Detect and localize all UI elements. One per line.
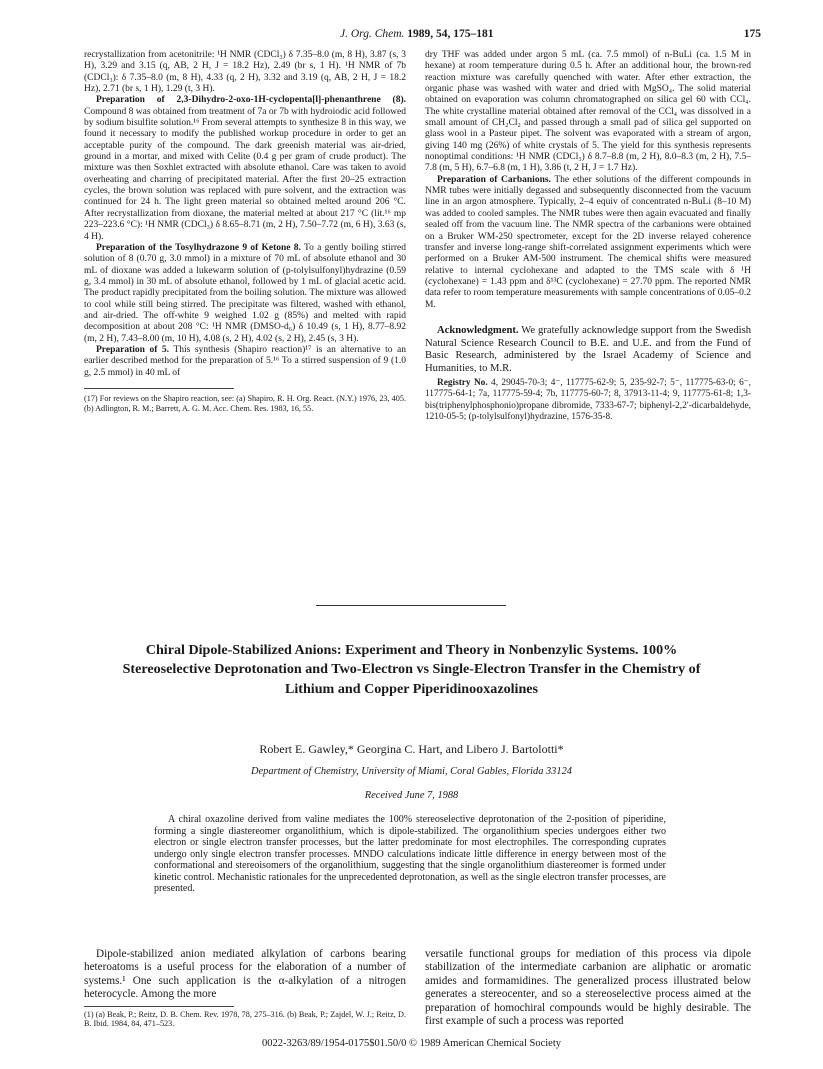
introduction-left-column bbox=[84, 948, 406, 1029]
article-title: Chiral Dipole-Stabilized Anions: Experiment and Theory in Nonbenzylic Systems. 100% Stereoselective Deprotonation and Two-Electron vs Single-Electron Transfer in the Chemistry of Lithium and Copper Piperidinooxazolines bbox=[122, 642, 701, 697]
received-date: Received June 7, 1988 bbox=[364, 790, 459, 801]
preparation-8-heading: Preparation of 2,3-Dihydro-2-oxo-1H-cyclopenta[l]-phenanthrene (8). bbox=[96, 95, 406, 106]
preparation-8-paragraph: Preparation of 2,3-Dihydro-2-oxo-1H-cyclopenta[l]-phenanthrene (8). Compound 8 was obtained from treatment of 7a or 7b with hydroiodic acid followed by sodium bisulfite solution.¹⁶ From several attempts to synthesize 8 in this way, we found it necessary to modify the published workup procedure in order to get an acceptable purity of the compound. The dark greenish material was air-dried, ground in a mortar, and mixed with Celite (0.4 g per gram of crude product). The mixture was then Soxhlet extracted with absolute ethanol. Care was taken to avoid overheating and charring of precipitated material. After the first 20–25 extraction cycles, the brown solution was replaced with pure solvent, and the extraction was continued for 24 h. The light green material so obtained melted around 206 °C. After recrystallization from dioxane, the material melted at about 217 °C (lit.¹⁶ mp 223–223.6 °C): ¹H NMR (CDCl₃) δ 8.65–8.71 (m, 2 H), 7.50–7.72 (m, 6 H), 3.63 (s, 4 H). bbox=[84, 95, 406, 242]
article-affiliation: Department of Chemistry, University of Miami, Coral Gables, Florida 33124 bbox=[251, 766, 572, 777]
running-head bbox=[340, 28, 761, 44]
copyright-footer: 0022-3263/89/1954-0175$01.50/0 © 1989 American Chemical Society bbox=[261, 1038, 562, 1049]
acknowledgment-heading: Acknowledgment. bbox=[437, 324, 519, 336]
experimental-left-column bbox=[84, 50, 406, 413]
carbanions-paragraph: Preparation of Carbanions. The ether solutions of the different compounds in NMR tubes were initially degassed and subsequently disconnected from the vacuum line in an argon atmosphere. Typically, 2–4 equiv of concentrated n-BuLi (8–10 M) was added to cooled samples. The NMR tubes were then again evacuated and finally sealed off from the vacuum line. The NMR spectra of the carbanions were obtained on a Bruker WM-250 spectrometer, except for the 2D inverse relayed coherence transfer and inverse long-range shift-correlated assignment experiments which were performed on a Bruker AM-500 instrument. The chemical shifts were measured relative to internal cyclohexane and adapted to the TMS scale with δ ¹H (cyclohexane) = 1.43 ppm and δ¹³C (cyclohexane) = 27.70 ppm. The reported NMR data refer to room temperature measurements with sample concentrations of 0.05–0.2 M. bbox=[425, 174, 751, 310]
footnote-1: (1) (a) Beak, P.; Reitz, D. B. Chem. Rev. 1978, 78, 275–316. (b) Beak, P.; Zajdel, W. J.; Reitz, D. B. Ibid. 1984, 84, 471–523. bbox=[84, 1009, 406, 1029]
acknowledgment-paragraph: Acknowledgment. We gratefully acknowledge support from the Swedish Natural Science Research Council to B.E. and U.E. and from the Fund of Basic Research, administered by the Israel Academy of Science and Humanities, to M.R. bbox=[425, 324, 751, 374]
carbanions-heading: Preparation of Carbanions. bbox=[437, 174, 551, 185]
introduction-continued: versatile functional groups for mediation of this process via dipole stabilization of the intermediate carbanion are aliphatic or aromatic amides and formamidines. The generalized process illustrated below generates a stereocenter, and so a stereoselective process aimed at the preparation of homochiral compounds would be highly desirable. The first example of such a process was reported bbox=[425, 948, 751, 1028]
article-authors: Robert E. Gawley,* Georgina C. Hart, and Libero J. Bartolotti* bbox=[259, 742, 564, 756]
article-separator bbox=[316, 605, 506, 606]
preparation-9-heading: Preparation of the Tosylhydrazone 9 of Ketone 8. bbox=[96, 242, 301, 253]
experimental-right-column bbox=[425, 50, 751, 423]
footnote-divider bbox=[84, 388, 234, 389]
preparation-5-paragraph: Preparation of 5. This synthesis (Shapiro reaction)¹⁷ is an alternative to an earlier described method for the preparation of 5.¹⁶ To a stirred suspension of 9 (1.0 g, 2.5 mmol) in 40 mL of bbox=[84, 344, 406, 378]
page-number: 175 bbox=[743, 28, 761, 40]
abstract: A chiral oxazoline derived from valine mediates the 100% stereoselective deprotonation of the 2-position of piperidine, forming a single diastereomer organolithium, which is dipole-stabilized. The organolithium species undergoes either two electron or single electron transfer processes, but the latter predominate for most electrophiles. The corresponding cuprates undergo only single electron transfer processes. MNDO calculations indicate little difference in energy between most of the conformational and stereoisomers of the organolithium, suggesting that the single organolithium diastereomer is formed under kinetic control. Mechanistic rationales for the unprecedented deprotonation, as well as the single electron transfer processes, are presented. bbox=[154, 814, 666, 894]
footnote-divider bbox=[84, 1006, 234, 1007]
running-head-journal: J. Org. Chem. 1989, 54, 175–181 bbox=[340, 28, 494, 40]
registry-heading: Registry No. bbox=[437, 378, 488, 389]
preparation-5-heading: Preparation of 5. bbox=[96, 344, 170, 355]
introduction-paragraph: Dipole-stabilized anion mediated alkylation of carbons bearing heteroatoms is a useful process for the elaboration of a number of systems.¹ One such application is the α-alkylation of a nitrogen heterocycle. Among the more bbox=[84, 948, 406, 1001]
preparation-5-continued: dry THF was added under argon 5 mL (ca. 7.5 mmol) of n-BuLi (ca. 1.5 M in hexane) at room temperature during 0.5 h. After an additional hour, the brown-red reaction mixture was carefully quenched with water. After ether extraction, the organic phase was washed with water and dried with MgSO₄. The solid material obtained on evaporation was column chromatographed on silica gel 60 with CCl₄. The white crystalline material obtained after removal of the CCl₄ was dissolved in a small amount of CH₂Cl₂ and passed through a small pad of silica gel supported on glass wool in a Pasteur pipet. The solvent was evaporated with a stream of argon, giving 140 mg (26%) of white crystals of 5. The yield for this synthesis represents nonoptimal conditions: ¹H NMR (CDCl₃) δ 8.7–8.8 (m, 2 H), 8.0–8.3 (m, 2 H), 7.5–7.8 (m, 5 H), 6.7–6.8 (m, 1 H), 3.86 (t, 2 H, J = 1.7 Hz). bbox=[425, 50, 751, 174]
preparation-9-paragraph: Preparation of the Tosylhydrazone 9 of Ketone 8. To a gently boiling stirred solution of 8 (0.70 g, 3.0 mmol) in a mixture of 70 mL of absolute ethanol and 30 mL of dioxane was added a lukewarm solution of (p-tolylsulfonyl)hydrazine (0.59 g, 3.4 mmol) in 30 mL of absolute ethanol, followed by 1 mL of glacial acetic acid. The product rapidly precipitated from the boiling solution. The mixture was allowed to cool while still being stirred. The precipitate was filtered, washed with ethanol, and air-dried. The off-white 9 weighed 1.02 g (85%) and melted with rapid decomposition at about 208 °C: ¹H NMR (DMSO-d₆) δ 10.49 (s, 1 H), 8.77–8.92 (m, 2 H), 7.43–8.00 (m, 10 H), 4.08 (s, 2 H), 4.02 (s, 2 H), 2.45 (s, 3 H). bbox=[84, 242, 406, 344]
introduction-right-column bbox=[425, 948, 751, 1028]
registry-paragraph: Registry No. 4, 29045-70-3; 4⁻, 117775-62-9; 5, 235-92-7; 5⁻, 117775-63-0; 6⁻, 117775-64-1; 7a, 117775-59-4; 7b, 117775-60-7; 8, 37913-11-4; 9, 117775-61-8; 1,3-bis(triphenylphosphonio)propane dibromide, 7333-67-7; biphenyl-2,2′-dicarbaldehyde, 1210-05-5; (p-tolylsulfonyl)hydrazine, 1576-35-8. bbox=[425, 378, 751, 422]
footnote-17: (17) For reviews on the Shapiro reaction, see: (a) Shapiro, R. H. Org. React. (N.Y.) 1976, 23, 405. (b) Adlington, R. M.; Barrett, A. G. M. Acc. Chem. Res. 1983, 16, 55. bbox=[84, 393, 406, 413]
nmr-data-paragraph: recrystallization from acetonitrile: ¹H NMR (CDCl₃) δ 7.35–8.0 (m, 8 H), 3.87 (s, 3 H), 3.29 and 3.15 (q, AB, 2 H, J = 18.2 Hz), 2.49 (br s, 1 H). ¹H NMR of 7b (CDCl₃): δ 7.35–8.0 (m, 8 H), 4.33 (q, 2 H), 3.32 and 3.19 (q, AB, 2 H, J = 18.2 Hz), 2.71 (br s, 1 H), 1.29 (t, 3 H). bbox=[84, 50, 406, 95]
